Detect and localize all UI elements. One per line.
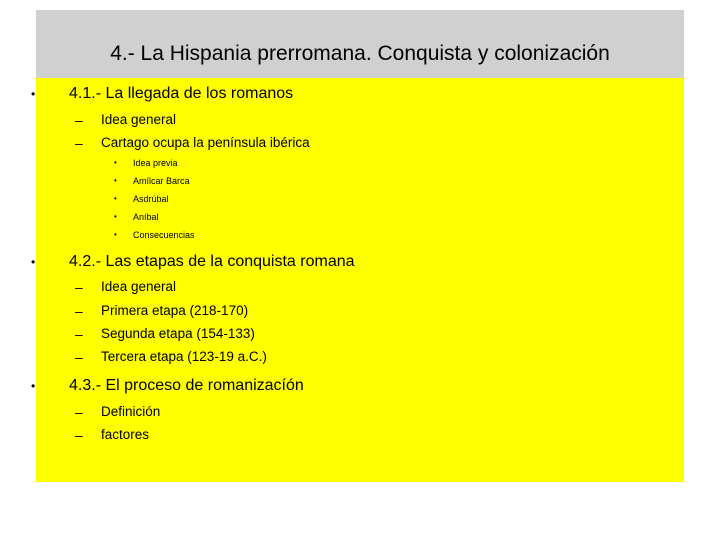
slide-title: 4.- La Hispania prerromana. Conquista y colonización [110,42,610,65]
bullet: • [31,379,36,393]
list-item-text: Idea general [101,112,177,127]
dash-bullet: – [75,303,83,319]
list-item-text: Primera etapa (218-170) [101,303,249,318]
list-item-text: Definición [101,404,161,419]
dash-bullet: – [75,112,83,128]
section-heading-text: 4.3.- El proceso de romanizacíón [69,377,304,394]
section-heading-text: 4.1.- La llegada de los romanos [69,85,294,102]
bullet: • [31,87,36,101]
small-bullet: • [114,194,117,203]
sub-list-item-text: Amílcar Barca [133,176,190,186]
dash-bullet: – [75,404,83,420]
small-bullet: • [114,230,117,239]
list-item-text: Idea general [101,279,177,294]
sub-list-item-text: Aníbal [133,212,159,222]
dash-bullet: – [75,427,83,443]
list-item-text: Cartago ocupa la península ibérica [101,135,310,150]
section-heading-text: 4.2.- Las etapas de la conquista romana [69,253,355,270]
sub-list-item-text: Asdrúbal [133,194,169,204]
bullet: • [31,255,36,269]
dash-bullet: – [75,279,83,295]
small-bullet: • [114,158,117,167]
slide [31,10,684,482]
small-bullet: • [114,176,117,185]
sub-list-item-text: Consecuencias [133,230,195,240]
dash-bullet: – [75,135,83,151]
sub-list-item-text: Idea previa [133,158,178,168]
list-item-text: Tercera etapa (123-19 a.C.) [101,349,267,364]
dash-bullet: – [75,349,83,365]
small-bullet: • [114,212,117,221]
dash-bullet: – [75,326,83,342]
list-item-text: Segunda etapa (154-133) [101,326,255,341]
list-item-text: factores [101,427,150,442]
title-bar [36,10,684,78]
